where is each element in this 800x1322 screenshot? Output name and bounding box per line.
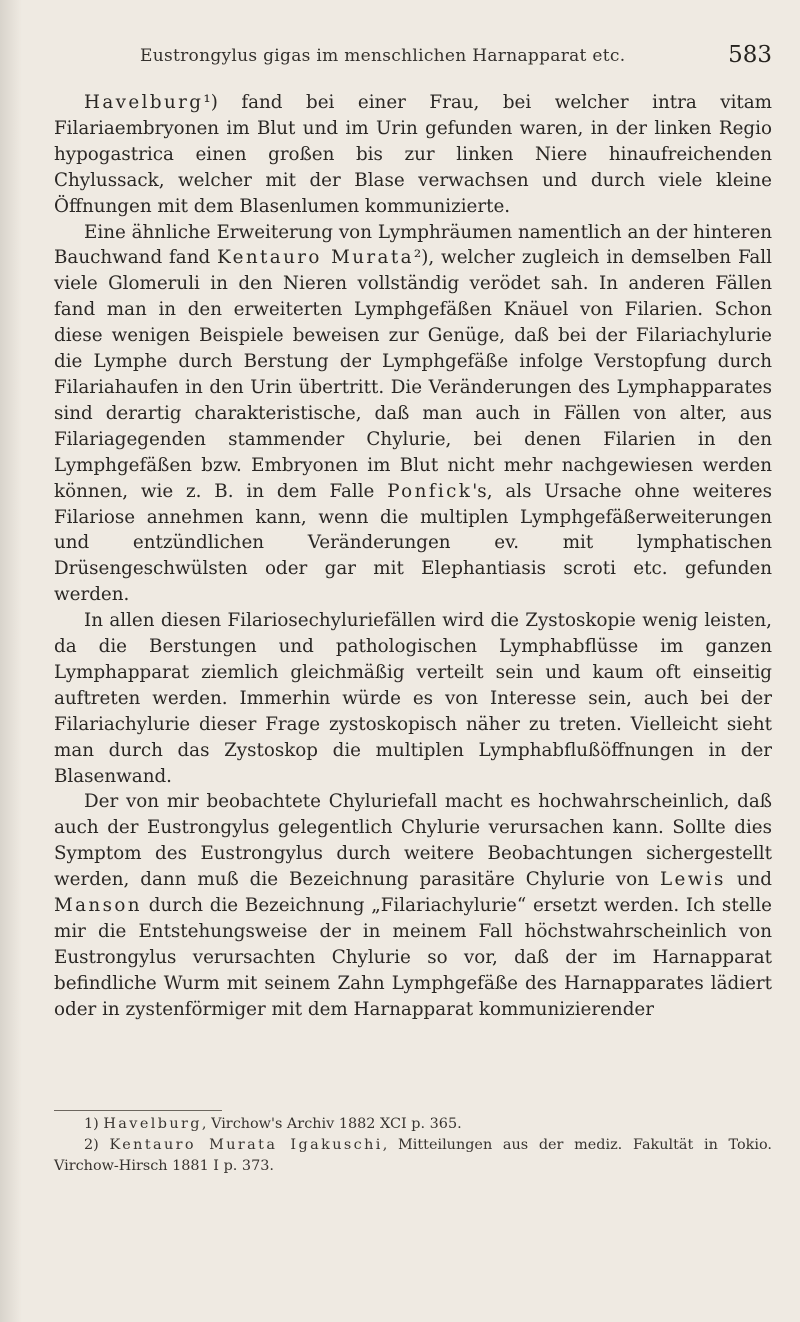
spaced-name: Kentauro Murata Igakuschi [109,1137,383,1153]
spaced-name: Havelburg [103,1116,202,1132]
spaced-name: Ponfick [387,480,473,502]
footnote-2: 2) Kentauro Murata Igakuschi, Mitteilungen aus der mediz. Fakultät in Tokio. Virchow-Hirsch 1881 I p. 373. [54,1137,772,1174]
paragraph-4: Der von mir beobachtete Chyluriefall macht es hochwahrscheinlich, daß auch der Eustrongylus gelegentlich Chylurie verursachen kann. Sollte dies Symptom des Eustrongylus durch weitere Beobachtungen sichergestellt werden, dann muß die Bezeichnung parasitäre Chylurie von Lewis und Manson durch die Bezeichnung „Filariachylurie“ ersetzt werden. Ich stelle mir die Entstehungsweise der in meinem Fall höchstwahrscheinlich von Eustrongylus verursachten Chylurie so vor, daß der im Harnapparat befindliche Wurm mit seinem Zahn Lymphgefäße des Harnapparates lädiert oder in zystenförmiger mit dem Harnapparat kommunizierender [54,791,772,1020]
page-edge-shadow [0,0,22,1322]
spaced-name: Lewis [659,869,726,891]
running-title: Eustrongylus gigas im menschlichen Harnapparat etc. [140,46,626,66]
footnote-1: 1) Havelburg, Virchow's Archiv 1882 XCI p. 365. [84,1116,462,1132]
paragraph-3: In allen diesen Filariosechyluriefällen wird die Zystoskopie wenig leisten, da die Berstungen und pathologischen Lymphabflüsse im ganzen Lymphapparat ziemlich gleichmäßig verteilt sein und kaum oft einseitig auftreten werden. Immerhin würde es von Interesse sein, auch bei der Filariachylurie dieser Frage zystoskopisch näher zu treten. Vielleicht sieht man durch das Zystoskop die multiplen Lymphabflußöffnungen in der Blasenwand. [54,610,772,787]
paragraph-1: Havelburg¹) fand bei einer Frau, bei welcher intra vitam Filariaembryonen im Blut und im Urin gefunden waren, in der linken Regio hypogastrica einen großen bis zur linken Niere hinaufreichenden Chylussack, welcher mit der Blase verwachsen und durch viele kleine Öffnungen mit dem Blasenlumen kommunizierte. [54,92,772,217]
paragraph-2: Eine ähnliche Erweiterung von Lymphräumen namentlich an der hinteren Bauchwand fand Kentauro Murata²), welcher zugleich in demselben Fall viele Glomeruli in den Nieren vollständig verödet sah. In anderen Fällen fand man in den erweiterten Lymphgefäßen Knäuel von Filarien. Schon diese wenigen Beispiele beweisen zur Genüge, daß bei der Filariachylurie die Lymphe durch Berstung der Lymphgefäße infolge Verstopfung durch Filariahaufen in den Urin übertritt. Die Veränderungen des Lymphapparates sind derartig charakteristische, daß man auch in Fällen von alter, aus Filariagegenden stammender Chylurie, bei denen Filarien in den Lymphgefäßen bzw. Embryonen im Blut nicht mehr nachgewiesen werden können, wie z. B. in dem Falle Ponfick's, als Ursache ohne weiteres Filariose annehmen kann, wenn die multiplen Lymphgefäßerweiterungen und entzündlichen Veränderungen ev. mit lymphatischen Drüsengeschwülsten oder gar mit Elephantiasis scroti etc. gefunden werden. [54,221,773,606]
footnotes [54,1114,772,1177]
spaced-name: Manson [54,895,142,917]
main-text [54,90,772,1023]
running-header [92,40,772,74]
footnote-divider [54,1110,222,1111]
page-number: 583 [728,42,772,68]
spaced-name: Havelburg [84,92,204,113]
spaced-name: Kentauro Murata [217,247,414,269]
